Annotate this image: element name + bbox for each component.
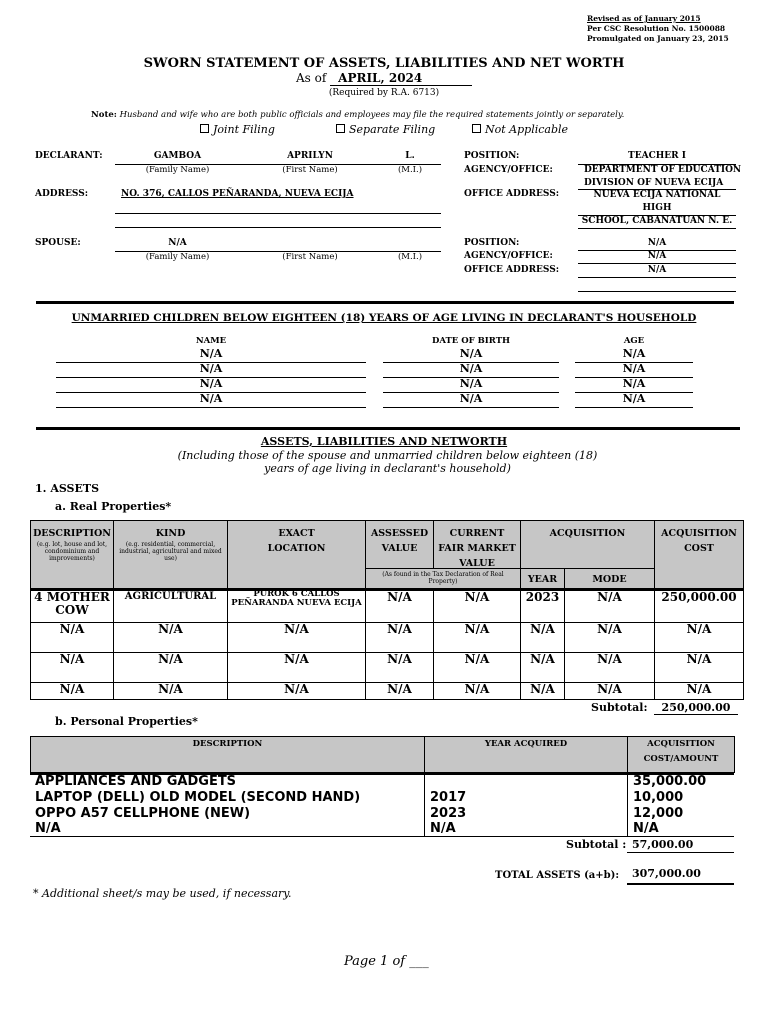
revision-line: Revised as of January 2015 bbox=[587, 14, 701, 23]
mi-caption: (M.I.) bbox=[397, 165, 423, 175]
declarant-family: GAMBOA bbox=[153, 151, 202, 161]
real-cell-loc: N/A bbox=[284, 682, 309, 696]
personal-h-desc: DESCRIPTION bbox=[192, 739, 263, 749]
children-cell: N/A bbox=[459, 347, 483, 360]
as-of-label: As of bbox=[296, 71, 327, 85]
children-cell: N/A bbox=[199, 362, 223, 375]
real-h-desc bbox=[31, 526, 113, 562]
personal-cell-cost: 10,000 bbox=[633, 790, 684, 805]
personal-h-cost bbox=[628, 737, 734, 767]
checkbox-icon bbox=[336, 124, 345, 133]
children-col-name: NAME bbox=[195, 336, 227, 346]
real-cell-year: N/A bbox=[530, 682, 555, 696]
real-h-kind bbox=[114, 526, 227, 562]
real-h-acquisition: ACQUISITION bbox=[549, 528, 626, 539]
form-title: SWORN STATEMENT OF ASSETS, LIABILITIES AND NET WORTH bbox=[143, 56, 625, 71]
real-h-assessed-1: ASSESSED bbox=[370, 528, 429, 539]
spouse-family: N/A bbox=[168, 238, 187, 248]
real-h-kind-sub: (e.g. residential, commercial, industrial, agricultural and mixed use) bbox=[119, 541, 222, 562]
revision-line: Per CSC Resolution No. 1500088 bbox=[587, 24, 726, 33]
filing-na[interactable] bbox=[472, 123, 568, 136]
real-cell-assessed: N/A bbox=[387, 652, 412, 666]
children-cell: N/A bbox=[199, 347, 223, 360]
assets-heading: 1. ASSETS bbox=[35, 482, 100, 495]
personal-cell-cost: 12,000 bbox=[633, 806, 684, 821]
office-address-line-1: NUEVA ECIJA NATIONAL HIGH bbox=[593, 190, 721, 213]
real-cell-fmv: N/A bbox=[464, 622, 490, 636]
required-note: (Required by R.A. 6713) bbox=[328, 88, 440, 98]
real-h-desc-label: DESCRIPTION bbox=[33, 528, 111, 539]
spouse-position-label: POSITION: bbox=[464, 238, 520, 248]
real-h-fmv-1: CURRENT bbox=[449, 528, 505, 539]
filing-separate[interactable] bbox=[336, 123, 435, 136]
real-cell-mode: N/A bbox=[597, 622, 622, 636]
spouse-family-caption: (Family Name) bbox=[145, 252, 210, 262]
real-h-location-1: EXACT bbox=[278, 528, 315, 539]
filing-joint-label: Joint Filing bbox=[213, 123, 275, 136]
personal-subtotal-label: Subtotal : bbox=[566, 838, 627, 851]
real-h-fmv-3: VALUE bbox=[459, 558, 495, 569]
revision-line: Promulgated on January 23, 2015 bbox=[587, 34, 729, 43]
real-cell-fmv: N/A bbox=[464, 590, 490, 604]
as-of bbox=[296, 71, 472, 86]
real-h-cost bbox=[655, 526, 743, 556]
real-cell-desc: N/A bbox=[59, 682, 85, 696]
address-value: NO. 376, CALLOS PEÑARANDA, NUEVA ECIJA bbox=[121, 189, 354, 199]
family-name-caption: (Family Name) bbox=[145, 165, 210, 175]
real-cell-loc: N/A bbox=[284, 652, 309, 666]
children-cell: N/A bbox=[622, 392, 646, 405]
office-address-label: OFFICE ADDRESS: bbox=[464, 189, 560, 199]
children-cell: N/A bbox=[459, 392, 483, 405]
address-label: ADDRESS: bbox=[35, 189, 89, 199]
real-cell-desc: 4 MOTHER COW bbox=[34, 590, 110, 617]
spouse-agency-value: N/A bbox=[647, 251, 667, 261]
agency-value-2: DIVISION OF NUEVA ECIJA bbox=[584, 178, 724, 188]
checkbox-icon bbox=[472, 124, 481, 133]
real-cell-desc: N/A bbox=[59, 622, 85, 636]
additional-sheet-note: * Additional sheet/s may be used, if necessary. bbox=[33, 887, 292, 900]
personal-cell-year: 2017 bbox=[430, 790, 467, 805]
note-label: Note: bbox=[91, 110, 117, 120]
alnw-sub-2: years of age living in declarant's household) bbox=[264, 462, 511, 475]
spouse-office-value: N/A bbox=[647, 265, 667, 275]
real-cell-assessed: N/A bbox=[387, 682, 412, 696]
spouse-label: SPOUSE: bbox=[35, 238, 81, 248]
real-cell-year: N/A bbox=[530, 622, 555, 636]
personal-h-cost-1: ACQUISITION bbox=[647, 739, 715, 749]
real-cell-mode: N/A bbox=[597, 652, 622, 666]
real-cell-desc: N/A bbox=[59, 652, 85, 666]
real-cell-loc: PUROK 6 CALLOS PEÑARANDA NUEVA ECIJA bbox=[231, 589, 362, 608]
children-heading: UNMARRIED CHILDREN BELOW EIGHTEEN (18) YEARS OF AGE LIVING IN DECLARANT'S HOUSEHOLD bbox=[71, 312, 697, 324]
personal-cell-desc: APPLIANCES AND GADGETS bbox=[35, 774, 237, 789]
children-col-age: AGE bbox=[623, 336, 645, 346]
children-cell: N/A bbox=[622, 362, 646, 375]
personal-cell-year: N/A bbox=[430, 821, 456, 836]
real-cell-kind: AGRICULTURAL bbox=[124, 591, 217, 602]
real-h-fmv bbox=[434, 526, 520, 571]
real-subtotal-label: Subtotal: bbox=[591, 701, 648, 714]
total-assets-value: 307,000.00 bbox=[632, 867, 701, 880]
personal-h-year: YEAR ACQUIRED bbox=[484, 739, 568, 749]
agency-value-1: DEPARTMENT OF EDUCATION bbox=[584, 165, 742, 175]
checkbox-icon bbox=[200, 124, 209, 133]
real-cell-kind: N/A bbox=[158, 682, 183, 696]
real-cell-mode: N/A bbox=[597, 590, 622, 604]
children-cell: N/A bbox=[459, 362, 483, 375]
real-cell-year: 2023 bbox=[525, 590, 560, 604]
office-address-line-2: SCHOOL, CABANATUAN N. E. bbox=[581, 216, 733, 226]
children-cell: N/A bbox=[199, 377, 223, 390]
real-cell-cost: N/A bbox=[686, 682, 712, 696]
personal-subtotal-value: 57,000.00 bbox=[632, 838, 694, 851]
real-cell-mode: N/A bbox=[597, 682, 622, 696]
real-h-desc-sub: (e.g. lot, house and lot, condominium and improvements) bbox=[36, 541, 108, 562]
spouse-first-caption: (First Name) bbox=[282, 252, 338, 262]
real-h-tax-note: (As found in the Tax Declaration of Real Property) bbox=[382, 571, 504, 585]
note-text: Husband and wife who are both public officials and employees may file the required statements jointly or separately. bbox=[119, 110, 625, 120]
children-col-dob: DATE OF BIRTH bbox=[431, 336, 511, 346]
real-cell-fmv: N/A bbox=[464, 652, 490, 666]
real-h-fmv-2: FAIR MARKET bbox=[438, 543, 516, 554]
real-h-cost-1: ACQUISITION bbox=[661, 528, 737, 539]
real-h-location bbox=[228, 526, 365, 556]
real-h-cost-2: COST bbox=[684, 543, 714, 554]
real-properties-heading: a. Real Properties* bbox=[55, 500, 172, 513]
real-h-location-2: LOCATION bbox=[267, 543, 326, 554]
as-of-value: APRIL, 2024 bbox=[330, 71, 472, 86]
children-cell: N/A bbox=[459, 377, 483, 390]
real-h-year: YEAR bbox=[527, 574, 558, 585]
real-cell-assessed: N/A bbox=[387, 622, 412, 636]
personal-cell-desc: OPPO A57 CELLPHONE (NEW) bbox=[35, 806, 251, 821]
page-number: Page 1 of ___ bbox=[344, 954, 429, 969]
spouse-agency-label: AGENCY/OFFICE: bbox=[464, 251, 553, 261]
total-assets-label: TOTAL ASSETS (a+b): bbox=[495, 870, 620, 881]
real-h-assessed-2: VALUE bbox=[381, 543, 418, 554]
personal-cell-desc: N/A bbox=[35, 821, 61, 836]
alnw-sub-1: (Including those of the spouse and unmarried children below eighteen (18) bbox=[177, 449, 598, 462]
real-h-assessed bbox=[366, 526, 433, 556]
real-h-kind-label: KIND bbox=[155, 528, 186, 539]
filing-na-label: Not Applicable bbox=[485, 123, 569, 136]
personal-cell-year: 2023 bbox=[430, 806, 467, 821]
office-address-value bbox=[578, 189, 736, 228]
spouse-mi-caption: (M.I.) bbox=[397, 252, 423, 262]
filing-separate-label: Separate Filing bbox=[349, 123, 436, 136]
real-cell-year: N/A bbox=[530, 652, 555, 666]
filing-joint[interactable] bbox=[200, 123, 275, 136]
personal-h-cost-2: COST/AMOUNT bbox=[643, 754, 719, 764]
declarant-label: DECLARANT: bbox=[35, 151, 103, 161]
spouse-office-label: OFFICE ADDRESS: bbox=[464, 265, 560, 275]
real-cell-cost: 250,000.00 bbox=[661, 590, 737, 604]
spouse-note bbox=[91, 110, 624, 120]
real-cell-loc: N/A bbox=[284, 622, 309, 636]
real-cell-assessed: N/A bbox=[387, 590, 412, 604]
alnw-heading: ASSETS, LIABILITIES AND NETWORTH bbox=[260, 435, 508, 448]
personal-properties-heading: b. Personal Properties* bbox=[55, 715, 198, 728]
first-name-caption: (First Name) bbox=[282, 165, 338, 175]
real-cell-kind: N/A bbox=[158, 652, 183, 666]
declarant-mi: L. bbox=[405, 151, 415, 161]
real-cell-fmv: N/A bbox=[464, 682, 490, 696]
position-value: TEACHER I bbox=[628, 151, 686, 161]
real-subtotal-value: 250,000.00 bbox=[661, 701, 731, 714]
personal-cell-desc: LAPTOP (DELL) OLD MODEL (SECOND HAND) bbox=[35, 790, 361, 805]
real-cell-cost: N/A bbox=[686, 652, 712, 666]
revision-note bbox=[587, 14, 729, 44]
children-cell: N/A bbox=[622, 377, 646, 390]
spouse-position-value: N/A bbox=[647, 238, 667, 248]
real-cell-cost: N/A bbox=[686, 622, 712, 636]
agency-label: AGENCY/OFFICE: bbox=[464, 165, 553, 175]
position-label: POSITION: bbox=[464, 151, 520, 161]
children-cell: N/A bbox=[199, 392, 223, 405]
real-cell-kind: N/A bbox=[158, 622, 183, 636]
declarant-first: APRILYN bbox=[287, 151, 333, 161]
real-h-mode: MODE bbox=[592, 574, 627, 585]
children-cell: N/A bbox=[622, 347, 646, 360]
personal-cell-cost: 35,000.00 bbox=[633, 774, 707, 789]
personal-cell-cost: N/A bbox=[633, 821, 659, 836]
